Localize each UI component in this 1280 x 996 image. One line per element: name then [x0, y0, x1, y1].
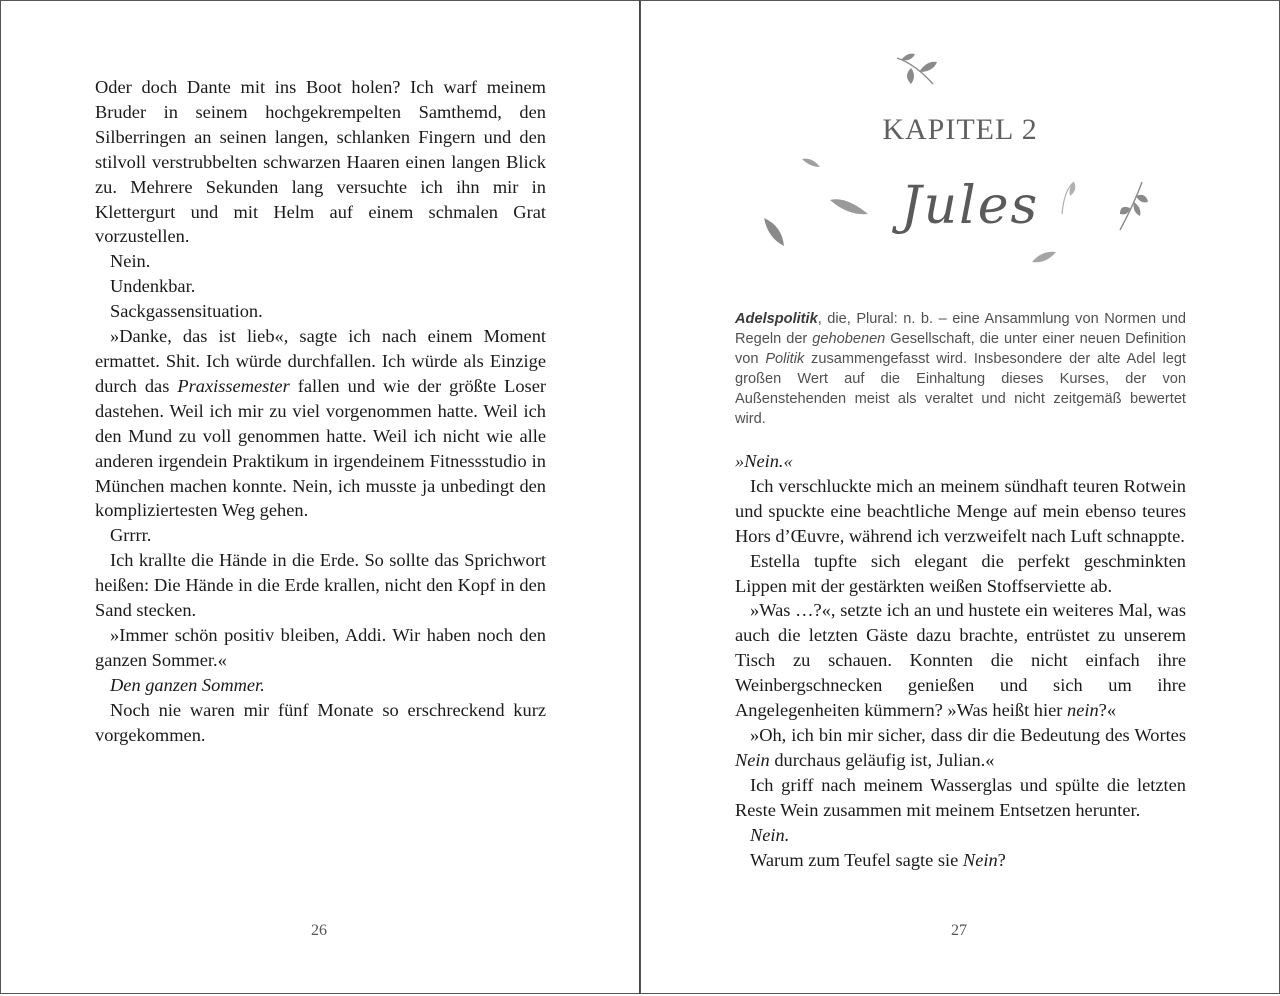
- text-run: durchaus geläufig ist, Julian.«: [769, 749, 995, 770]
- text-run: Grrrr.: [110, 525, 152, 546]
- italic-text: gehobenen: [812, 331, 886, 347]
- text-run: Noch nie waren mir fünf Monate so erschreckend kurz vorgekommen.: [95, 699, 546, 745]
- italic-text: Nein: [962, 849, 998, 870]
- paragraph: [95, 623, 546, 673]
- text-run: ?«: [1098, 700, 1117, 721]
- leaf-ornament-icon: [893, 50, 943, 90]
- paragraph: [735, 723, 1186, 773]
- paragraph: [95, 324, 546, 523]
- chapter-epigraph-definition: [735, 309, 1186, 429]
- text-run: , die, Plural: n. b. – eine Ansammlung von Normen und Regeln der: [735, 311, 1186, 347]
- text-run: fallen und wie der größte Loser dastehen. Weil ich mir zu viel vorgenommen hatte. Weil ich den Mund zu voll genommen hatte. Weil ich nicht wie alle anderen irgendein Praktikum in irgendeinem Fitnessstudio in München machen konnte. Nein, ich musste ja unbedingt den kompliziertesten Weg gehen.: [95, 375, 546, 521]
- italic-text: Praxissemester: [177, 375, 290, 396]
- paragraph: [95, 75, 546, 249]
- leaf-ornament-icon: [1112, 180, 1152, 232]
- chapter-word: KAPITEL: [882, 113, 1014, 146]
- italic-text: Nein: [735, 749, 770, 770]
- leaf-ornament-icon: [760, 216, 790, 250]
- page-number-left: 26: [311, 922, 327, 939]
- chapter-heading: [640, 113, 1280, 147]
- text-run: »Oh, ich bin mir sicher, dass dir die Bedeutung des Wortes: [750, 724, 1186, 745]
- leaf-ornament-icon: [1058, 180, 1080, 218]
- page-gutter: [639, 0, 640, 994]
- text-run: zusammengefasst wird. Insbesondere der alte Adel legt großen Wert auf die Einhaltung dieses Kurses, der von Außenstehenden meist als veraltet und nicht zeitgemäß bewertet wird.: [735, 351, 1186, 427]
- text-run: »Immer schön positiv bleiben, Addi. Wir haben noch den ganzen Sommer.«: [95, 624, 546, 670]
- paragraph: [735, 549, 1186, 599]
- paragraph: [95, 249, 546, 274]
- pov-character-name: Jules: [900, 176, 1040, 236]
- paragraph: [735, 474, 1186, 549]
- italic-text: »Nein.«: [735, 451, 793, 471]
- paragraph: [95, 548, 546, 623]
- paragraph: [95, 299, 546, 324]
- text-run: Ich verschluckte mich an meinem sündhaft teuren Rotwein und spuckte eine beachtliche Menge auf mein ebenso teures Hors d’Œuvre, während ich verzweifelt nach Luft schnappte.: [735, 475, 1186, 546]
- text-run: Ich krallte die Hände in die Erde. So sollte das Sprichwort heißen: Die Hände in die Erde krallen, nicht den Kopf in den Sand stecken.: [95, 550, 546, 621]
- italic-text: Politik: [765, 351, 805, 367]
- text-run: Estella tupfte sich elegant die perfekt geschminkten Lippen mit der gestärkten weißen Stoffserviette ab.: [735, 550, 1186, 596]
- text-run: Gesellschaft, die unter einer neuen Definition von: [735, 331, 1186, 367]
- paragraph: [735, 823, 1186, 848]
- leaf-ornament-icon: [828, 196, 872, 220]
- page-number-right: 27: [951, 922, 967, 939]
- text-run: Oder doch Dante mit ins Boot holen? Ich warf meinem Bruder in seinem hochgekrempelten Samthemd, den Silberringen an seinen langen, schlanken Fingern und den stilvoll verstrubbelten schwarzen Haaren einen langen Blick zu. Mehrere Sekunden lang versuchte ich ihn mir in Klettergurt und mit Helm auf einem schmalen Grat vorzustellen.: [95, 77, 546, 247]
- text-run: Undenkbar.: [110, 276, 196, 297]
- text-run: ?: [997, 849, 1006, 870]
- italic-text: Nein.: [750, 824, 790, 845]
- text-run: Sackgassensituation.: [110, 301, 263, 322]
- definition-term: Adelspolitik: [735, 311, 818, 327]
- text-run: Nein.: [110, 251, 151, 272]
- paragraph: [735, 598, 1186, 723]
- paragraph: [95, 274, 546, 299]
- leaf-ornament-icon: [800, 155, 824, 171]
- text-run: »Danke, das ist lieb«, sagte ich nach einem Moment ermattet. Shit. Ich würde durchfallen. Ich würde als Einzige durch das: [95, 326, 546, 396]
- italic-text: Den ganzen Sommer.: [110, 674, 265, 695]
- paragraph: [95, 673, 546, 698]
- text-run: »Was …?«, setzte ich an und hustete ein weiteres Mal, was auch die letzten Gäste dazu brachte, entrüstet zu unserem Tisch zu schauen. Konnten die nicht einfach ihre Weinbergschnecken genießen und sich um ihre Angelegenheiten kümmern? »Was heißt hier: [735, 600, 1186, 721]
- paragraph: [95, 698, 546, 748]
- paragraph: [735, 773, 1186, 823]
- italic-text: nein: [1067, 700, 1099, 721]
- paragraph: [735, 449, 1186, 474]
- chapter-number: 2: [1021, 113, 1038, 146]
- left-page-body: [95, 75, 546, 747]
- text-run: Warum zum Teufel sagte sie: [750, 849, 963, 870]
- paragraph: [95, 523, 546, 548]
- right-page-body: [735, 449, 1186, 872]
- paragraph: [735, 848, 1186, 873]
- text-run: Ich griff nach meinem Wasserglas und spülte die letzten Reste Wein zusammen mit meinem Entsetzen herunter.: [735, 774, 1186, 820]
